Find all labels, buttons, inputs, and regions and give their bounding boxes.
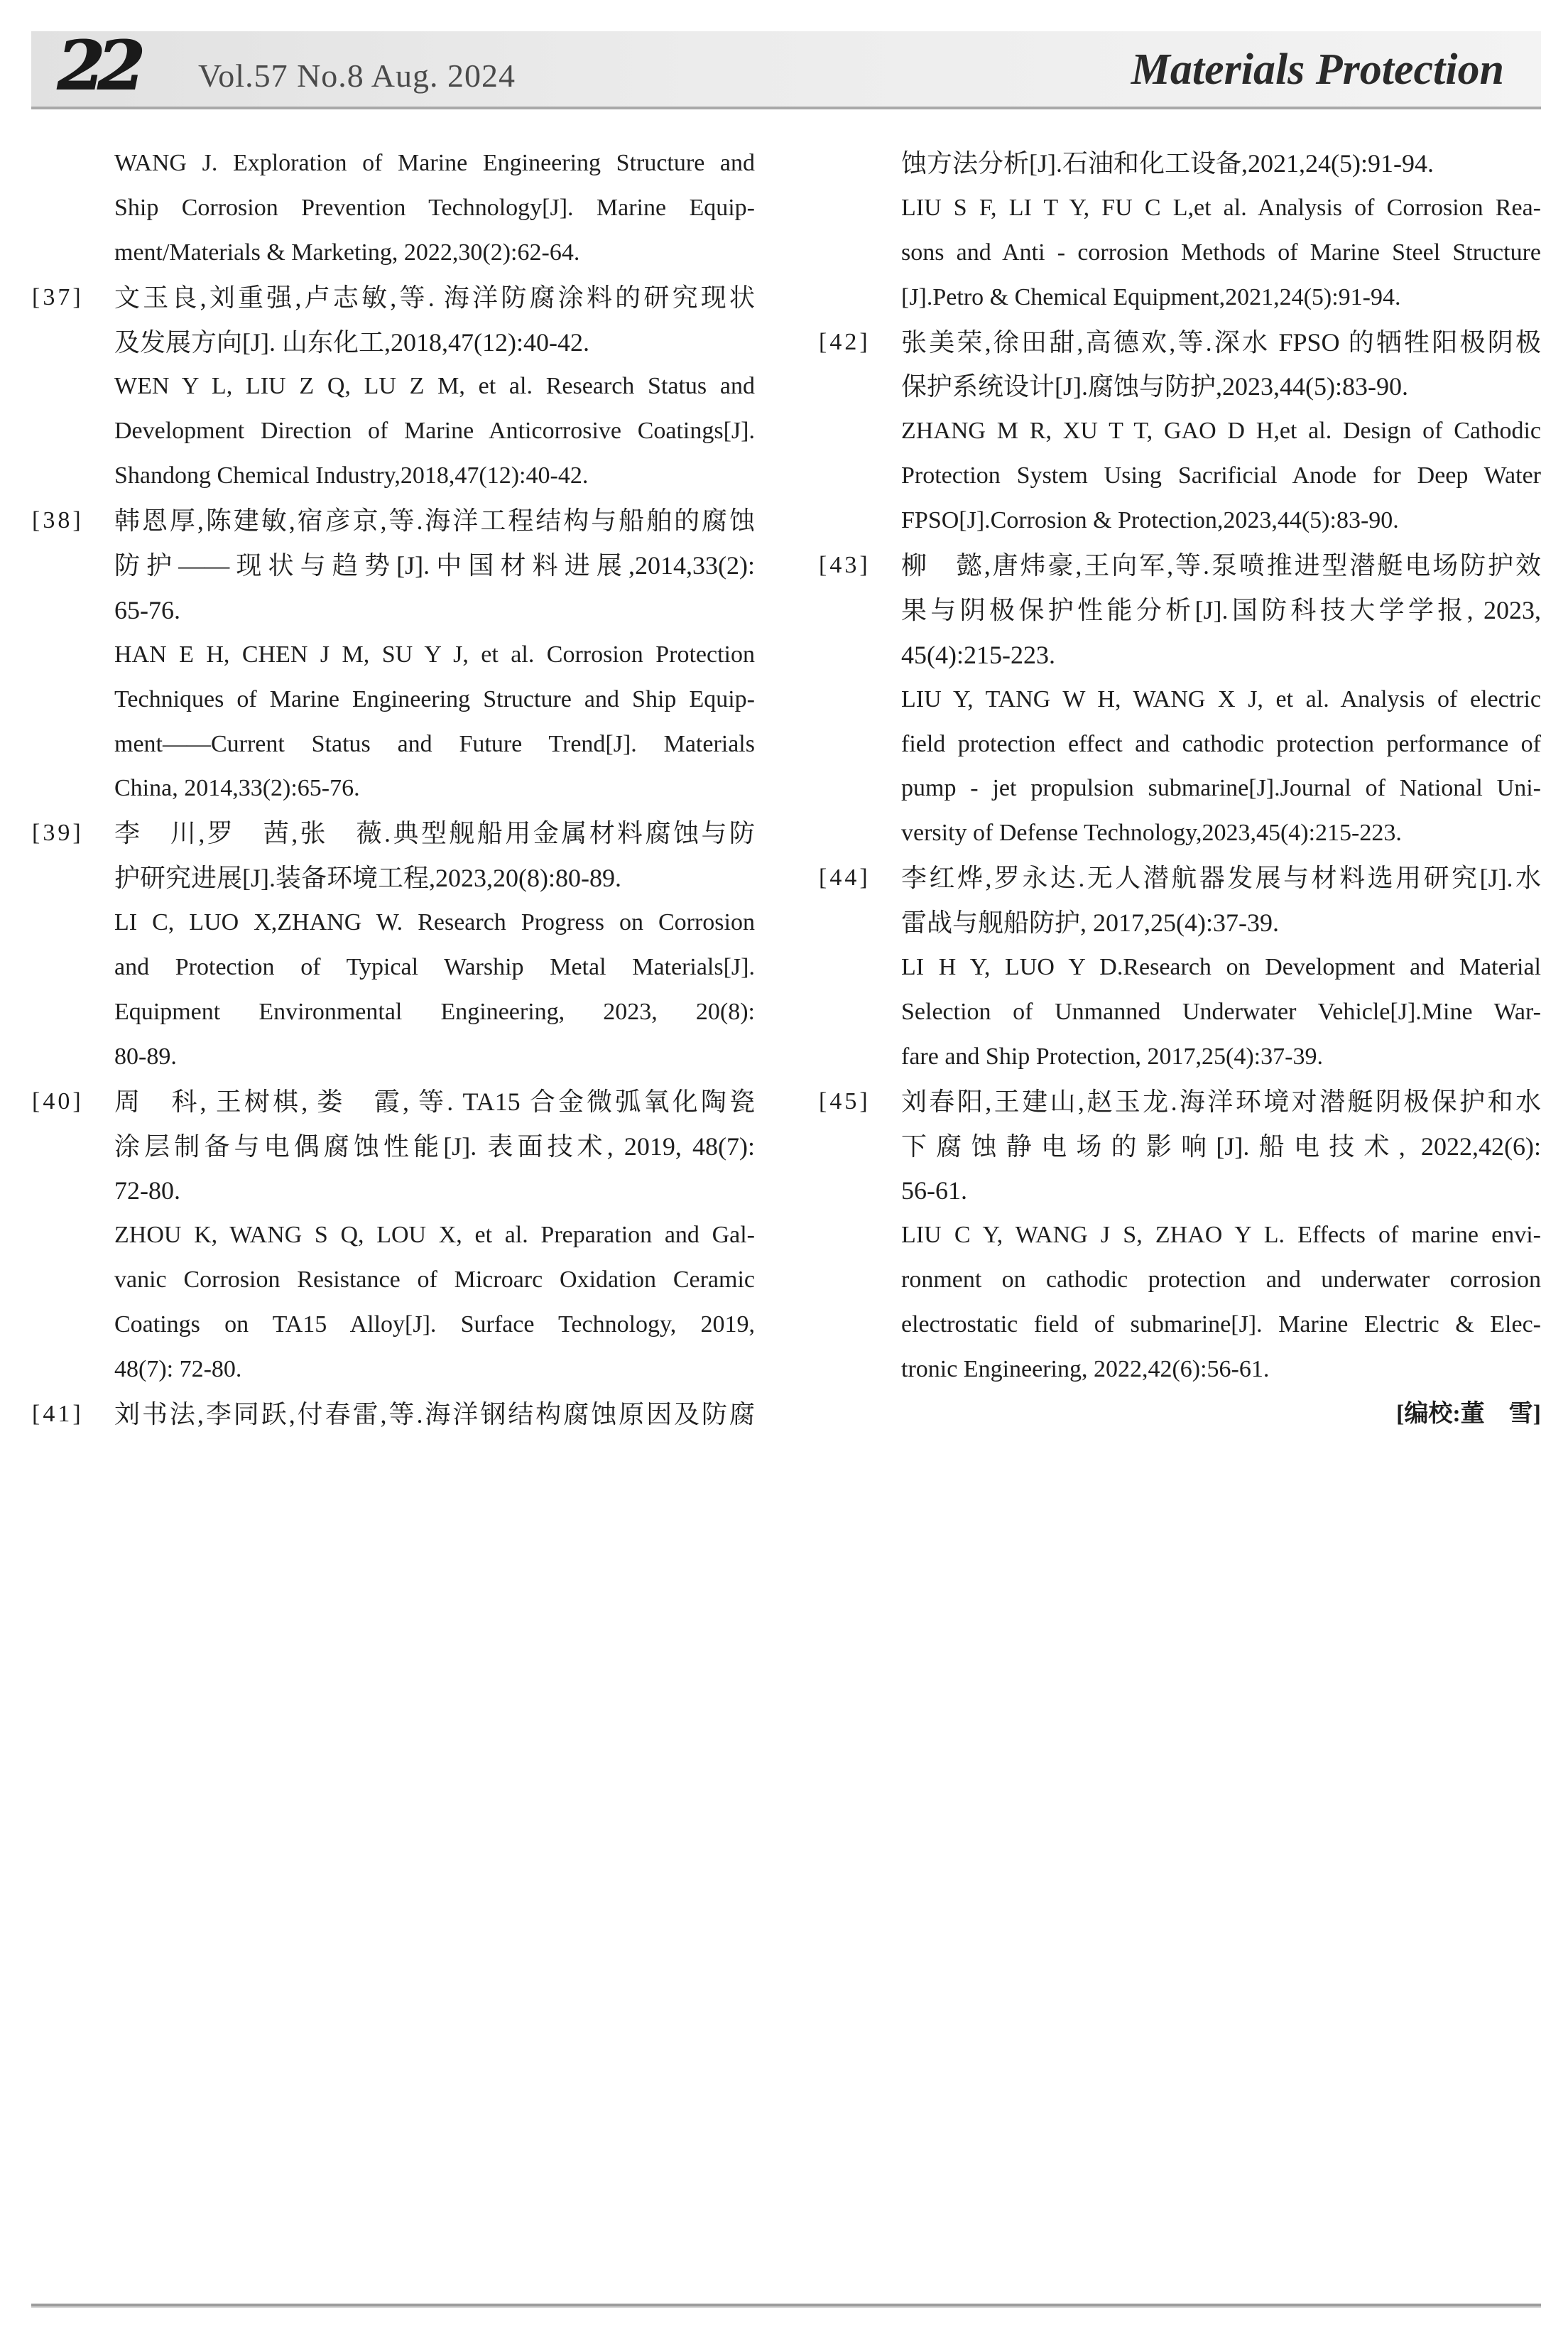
- reference-40: [32, 1080, 755, 1392]
- english-citation-line: Shandong Chemical Industry,2018,47(12):40-42.: [114, 462, 589, 489]
- header-rule: [31, 107, 1541, 109]
- english-citation-line: ment——Current Status and Future Trend[J]. Materials: [114, 730, 755, 757]
- english-citation-line: Ship Corrosion Prevention Technology[J]. Marine Equip-: [114, 194, 755, 221]
- english-citation-line: 80-89.: [114, 1043, 177, 1070]
- english-citation-line: Protection System Using Sacrificial Anode for Deep Water: [901, 462, 1541, 489]
- english-citation-line: ment/Materials & Marketing, 2022,30(2):62-64.: [114, 239, 580, 266]
- reference-number: [39]: [32, 820, 84, 847]
- english-citation-line: LI C, LUO X,ZHANG W. Research Progress on Corrosion: [114, 909, 755, 936]
- chinese-citation-line: 56-61.: [901, 1176, 967, 1205]
- english-citation-line: pump - jet propulsion submarine[J].Journal of National Uni-: [901, 775, 1541, 802]
- reference-41: [32, 1392, 755, 1437]
- reference-number: [45]: [819, 1088, 871, 1115]
- english-citation-line: and Protection of Typical Warship Metal Materials[J].: [114, 954, 755, 981]
- reference-number: [37]: [32, 283, 84, 310]
- chinese-citation-line: 蚀方法分析[J].石油和化工设备,2021,24(5):91-94.: [901, 149, 1434, 178]
- chinese-citation-line: 周 科, 王树棋, 娄 霞, 等. TA15 合金微弧氧化陶瓷: [114, 1087, 755, 1116]
- chinese-citation-line: 李 川,罗 茜,张 薇.典型舰船用金属材料腐蚀与防: [114, 819, 755, 848]
- english-citation-line: WEN Y L, LIU Z Q, LU Z M, et al. Research Status and: [114, 373, 755, 400]
- english-citation-line: HAN E H, CHEN J M, SU Y J, et al. Corrosion Protection: [114, 641, 755, 668]
- reference-continued-from-previous-page: [114, 141, 755, 276]
- english-citation-line: tronic Engineering, 2022,42(6):56-61.: [901, 1356, 1270, 1383]
- chinese-citation-line: 防护——现状与趋势[J].中国材料进展,2014,33(2):: [114, 551, 755, 580]
- chinese-citation-line: 45(4):215-223.: [901, 640, 1055, 669]
- english-citation-line: China, 2014,33(2):65-76.: [114, 775, 360, 802]
- chinese-citation-line: 刘春阳,王建山,赵玉龙.海洋环境对潜艇阴极保护和水: [901, 1087, 1541, 1116]
- reference-38: [32, 499, 755, 811]
- reference-44: [819, 856, 1541, 1079]
- chinese-citation-line: 张美荣,徐田甜,高德欢,等.深水 FPSO 的牺牲阳极阴极: [901, 327, 1541, 357]
- reference-43: [819, 543, 1541, 856]
- chinese-citation-line: 李红烨,罗永达.无人潜航器发展与材料选用研究[J].水: [901, 864, 1541, 893]
- reference-42: [819, 320, 1541, 543]
- english-citation-line: vanic Corrosion Resistance of Microarc Oxidation Ceramic: [114, 1267, 755, 1294]
- chinese-citation-line: 雷战与舰船防护, 2017,25(4):37-39.: [901, 909, 1279, 938]
- chinese-citation-line: 文玉良,刘重强,卢志敏,等. 海洋防腐涂料的研究现状: [114, 283, 755, 312]
- english-citation-line: Equipment Environmental Engineering, 2023, 20(8):: [114, 998, 755, 1025]
- english-citation-line: fare and Ship Protection, 2017,25(4):37-39.: [901, 1043, 1323, 1070]
- english-citation-line: LIU Y, TANG W H, WANG X J, et al. Analysis of electric: [901, 685, 1541, 712]
- chinese-citation-line: 刘书法,李同跃,付春雷,等.海洋钢结构腐蚀原因及防腐: [114, 1399, 755, 1428]
- chinese-citation-line: 及发展方向[J]. 山东化工,2018,47(12):40-42.: [114, 327, 589, 357]
- reference-39: [32, 811, 755, 1079]
- chinese-citation-line: 72-80.: [114, 1176, 180, 1205]
- reference-number: [38]: [32, 507, 84, 534]
- english-citation-line: electrostatic field of submarine[J]. Marine Electric & Elec-: [901, 1311, 1541, 1338]
- reference-number: [40]: [32, 1088, 84, 1115]
- english-citation-line: LIU S F, LI T Y, FU C L,et al. Analysis of Corrosion Rea-: [901, 194, 1541, 221]
- chinese-citation-line: 柳 懿,唐炜豪,王向军,等.泵喷推进型潜艇电场防护效: [901, 551, 1541, 580]
- english-citation-line: ronment on cathodic protection and underwater corrosion: [901, 1267, 1541, 1294]
- editor-note: [编校:董 雪]: [1396, 1400, 1541, 1427]
- english-citation-line: LIU C Y, WANG J S, ZHAO Y L. Effects of marine envi-: [901, 1222, 1541, 1249]
- chinese-citation-line: 护研究进展[J].装备环境工程,2023,20(8):80-89.: [114, 864, 621, 893]
- chinese-citation-line: 涂层制备与电偶腐蚀性能[J]. 表面技术, 2019, 48(7):: [114, 1132, 755, 1161]
- reference-number: [42]: [819, 328, 871, 355]
- english-citation-line: 48(7): 72-80.: [114, 1356, 242, 1383]
- english-citation-line: Selection of Unmanned Underwater Vehicle[J].Mine War-: [901, 998, 1541, 1025]
- english-citation-line: ZHOU K, WANG S Q, LOU X, et al. Preparation and Gal-: [114, 1222, 755, 1249]
- english-citation-line: ZHANG M R, XU T T, GAO D H,et al. Design of Cathodic: [901, 418, 1541, 445]
- reference-41-continued: [901, 141, 1541, 320]
- reference-number: [41]: [32, 1400, 84, 1427]
- english-citation-line: field protection effect and cathodic protection performance of: [901, 730, 1541, 757]
- english-citation-line: FPSO[J].Corrosion & Protection,2023,44(5):83-90.: [901, 507, 1399, 534]
- english-citation-line: sons and Anti - corrosion Methods of Marine Steel Structure: [901, 239, 1541, 266]
- english-citation-line: versity of Defense Technology,2023,45(4):215-223.: [901, 820, 1402, 847]
- right-column: [819, 141, 1541, 1437]
- chinese-citation-line: 果与阴极保护性能分析[J].国防科技大学学报, 2023,: [901, 595, 1541, 624]
- english-citation-line: [J].Petro & Chemical Equipment,2021,24(5):91-94.: [901, 283, 1401, 310]
- chinese-citation-line: 65-76.: [114, 595, 180, 624]
- reference-number: [43]: [819, 552, 871, 579]
- left-column: [32, 141, 755, 1437]
- english-citation-line: Development Direction of Marine Anticorrosive Coatings[J].: [114, 418, 755, 445]
- english-citation-line: LI H Y, LUO Y D.Research on Development and Material: [901, 954, 1541, 981]
- chinese-citation-line: 下腐蚀静电场的影响[J].船电技术, 2022,42(6):: [901, 1132, 1541, 1161]
- reference-37: [32, 276, 755, 499]
- chinese-citation-line: 韩恩厚,陈建敏,宿彦京,等.海洋工程结构与船舶的腐蚀: [114, 506, 755, 536]
- chinese-citation-line: 保护系统设计[J].腐蚀与防护,2023,44(5):83-90.: [901, 372, 1408, 401]
- footer-rule-light: [31, 2306, 1541, 2308]
- reference-number: [44]: [819, 864, 871, 891]
- english-citation-line: Techniques of Marine Engineering Structure and Ship Equip-: [114, 685, 755, 712]
- reference-45: [819, 1080, 1541, 1392]
- english-citation-line: WANG J. Exploration of Marine Engineering Structure and: [114, 150, 755, 176]
- issue-info: Vol.57 No.8 Aug. 2024: [198, 58, 516, 94]
- journal-title: Materials Protection: [1131, 45, 1504, 94]
- page-number: 22: [57, 26, 138, 106]
- english-citation-line: Coatings on TA15 Alloy[J]. Surface Technology, 2019,: [114, 1311, 755, 1338]
